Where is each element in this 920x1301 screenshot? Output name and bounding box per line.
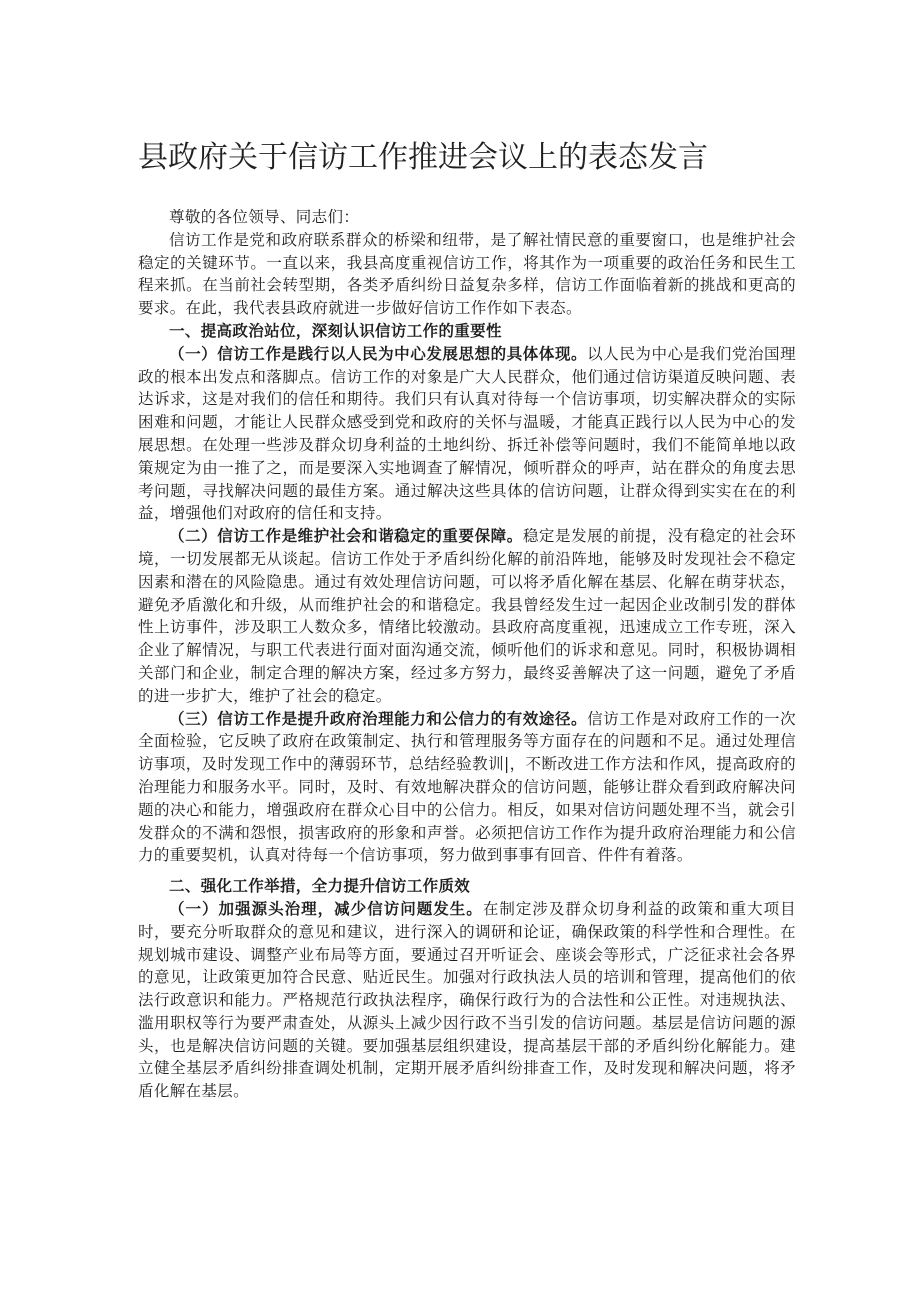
document-page [138,136,796,1103]
section-1-paragraph-2 [138,525,796,707]
section-1-heading: 一、提高政治站位，深刻认识信访工作的重要性 [169,320,502,340]
section-2-heading: 二、强化工作举措，全力提升信访工作质效 [169,876,471,896]
paragraph-body: 信访工作是对政府工作的一次全面检验，它反映了政府在政策制定、执行和管理服务等方面存在的问题和不足。通过处理信访事项，及时发现工作中的薄弱环节，总结经验教训|，不断改进工作方法和作风，提高政府的治理能力和服务水平。同时，及时、有效地解决群众的信访问题，能够让群众看到政府解决问题的决心和能力，增强政府在群众心目中的公信力。相反，如果对信访问题处理不当，就会引发群众的不满和怨恨，损害政府的形象和声誉。必须把信访工作作为提升政府治理能力和公信力的重要契机，认真对待每一个信访事项，努力做到事事有回音、件件有着落。 [138,709,796,865]
paragraph-body: 稳定是发展的前提，没有稳定的社会环境，一切发展都无从谈起。信访工作处于矛盾纠纷化解的前沿阵地，能够及时发现社会不稳定因素和潜在的风险隐患。通过有效处理信访问题，可以将矛盾化解在基层、化解在萌芽状态，避免矛盾激化和升级，从而维护社会的和谐稳定。我县曾经发生过一起因企业改制引发的群体性上访事件，涉及职工人数众多，情绪比较激动。县政府高度重视，迅速成立工作专班，深入企业了解情况，与职工代表进行面对面沟通交流，倾听他们的诉求和意见。同时，积极协调相关部门和企业，制定合理的解决方案，经过多方努力，最终妥善解决了这一问题，避免了矛盾的进一步扩大，维护了社会的稳定。 [138,527,797,705]
section-1-paragraph-3 [138,708,796,868]
paragraph-body: 以人民为中心是我们党治国理政的根本出发点和落脚点。信访工作的对象是广大人民群众，他们通过信访渠道反映问题、表达诉求，这是对我们的信任和期待。我们只有认真对待每一个信访事项，切实解决群众的实际困难和问题，才能让人民群众感受到党和政府的关怀与温暖，才能真正践行以人民为中心的发展思想。在处理一些涉及群众切身利益的土地纠纷、拆迁补偿等问题时，我们不能简单地以政策规定为由一推了之，而是要深入实地调查了解情况，倾听群众的呼声，站在群众的角度去思考问题，寻找解决问题的最佳方案。通过解决这些具体的信访问题，让群众得到实实在在的利益，增强他们对政府的信任和支持。 [138,344,796,523]
paragraph-lead: （一）信访工作是践行以人民为中心发展思想的具体体现。 [169,343,588,363]
intro-paragraph: 信访工作是党和政府联系群众的桥梁和纽带，是了解社情民意的重要窗口，也是维护社会稳定的关键环节。一直以来，我县高度重视信访工作，将其作为一项重要的政治任务和民生工程来抓。在当前社会转型期，各类矛盾纠纷日益复杂多样，信访工作面临着新的挑战和更高的要求。在此，我代表县政府就进一步做好信访工作作如下表态。 [138,230,796,318]
document-title: 县政府关于信访工作推进会议上的表态发言 [138,140,708,175]
paragraph-lead: （三）信访工作是提升政府治理能力和公信力的有效途径。 [169,708,588,728]
section-2-paragraph-1 [138,898,796,1103]
paragraph-lead: （一）加强源头治理，减少信访问题发生。 [169,898,483,918]
section-1-paragraph-1 [138,343,796,525]
paragraph-body: 在制定涉及群众切身利益的政策和重大项目时，要充分听取群众的意见和建议，进行深入的调研和论证，确保政策的科学性和合理性。在规划城市建设、调整产业布局等方面，要通过召开听证会、座谈会等形式，广泛征求社会各界的意见，让政策更加符合民意、贴近民生。加强对行政执法人员的培训和管理，提高他们的依法行政意识和能力。严格规范行政执法程序，确保行政行为的合法性和公正性。对违规执法、滥用职权等行为要严肃查处，从源头上减少因行政不当引发的信访问题。基层是信访问题的源头，也是解决信访问题的关键。要加强基层组织建设，提高基层干部的矛盾纠纷化解能力。建立健全基层矛盾纠纷排查调处机制，定期开展矛盾纠纷排查工作，及时发现和解决问题，将矛盾化解在基层。 [138,899,797,1101]
salutation: 尊敬的各位领导、同志们： [169,208,360,226]
paragraph-lead: （二）信访工作是维护社会和谐稳定的重要保障。 [169,526,523,546]
